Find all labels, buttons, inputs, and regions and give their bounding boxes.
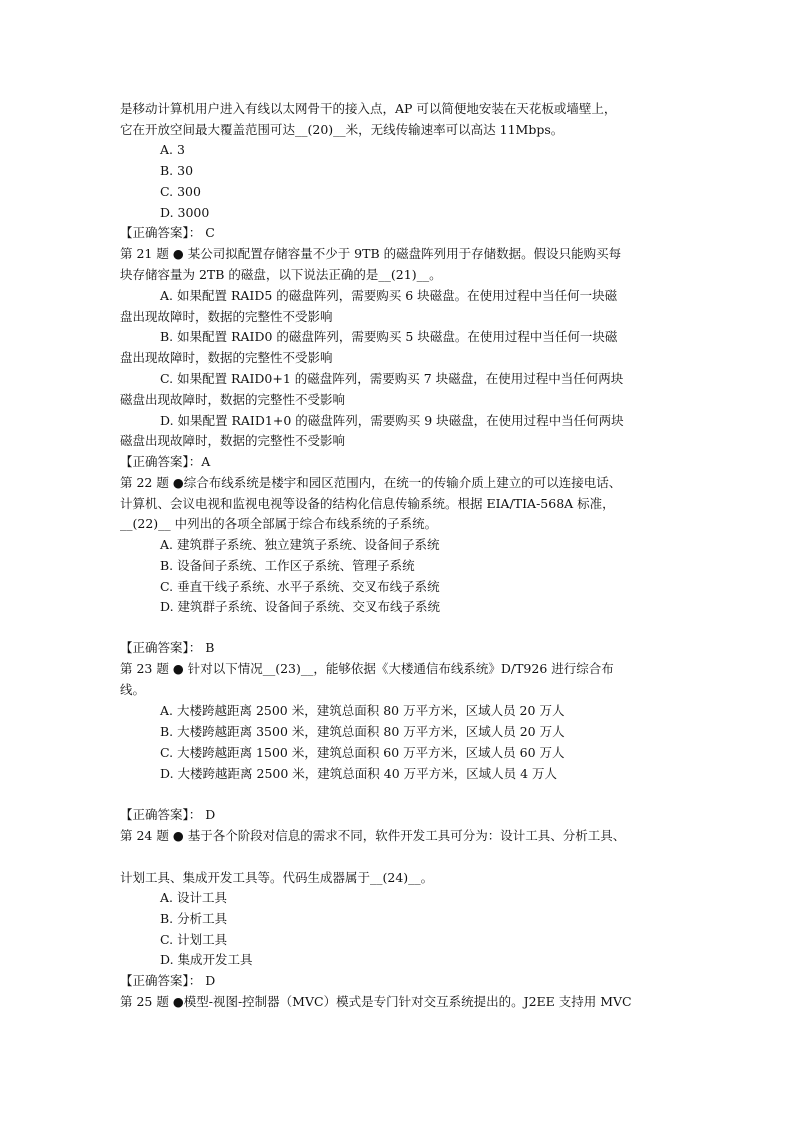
question-22-option-d: D. 建筑群子系统、设备间子系统、交叉布线子系统 xyxy=(160,599,441,614)
question-21-stem-line-1: 第 21 题 ● 某公司拟配置存储容量不少于 9TB 的磁盘阵列用于存储数据。假设只能购买每 xyxy=(120,246,622,261)
question-21-option-c: C. 如果配置 RAID0+1 的磁盘阵列，需要购买 7 块磁盘，在使用过程中当任何两块 xyxy=(160,371,624,386)
question-23-answer: 【正确答案】： D xyxy=(120,807,216,822)
question-23-stem-line-2: 线。 xyxy=(120,682,146,697)
question-24-option-b: B. 分析工具 xyxy=(160,911,228,926)
question-21-option-d: D. 如果配置 RAID1+0 的磁盘阵列，需要购买 9 块磁盘，在使用过程中当任何两块 xyxy=(160,413,624,428)
question-22-option-a: A. 建筑群子系统、独立建筑子系统、设备间子系统 xyxy=(160,537,440,552)
question-21-answer: 【正确答案】：A xyxy=(120,454,211,469)
question-23-option-a: A. 大楼跨越距离 2500 米，建筑总面积 80 万平方米，区域人员 20 万人 xyxy=(160,703,565,718)
question-21-option-b-cont: 盘出现故障时，数据的完整性不受影响 xyxy=(120,350,333,365)
question-23-stem-line-1: 第 23 题 ● 针对以下情况__(23)__，能够依据《大楼通信布线系统》D/T926 进行综合布 xyxy=(120,661,614,676)
question-23-option-d: D. 大楼跨越距离 2500 米，建筑总面积 40 万平方米，区域人员 4 万人 xyxy=(160,766,558,781)
question-20-stem-line-1: 是移动计算机用户进入有线以太网骨干的接入点，AP 可以简便地安装在天花板或墙壁上， xyxy=(120,101,617,116)
question-23-option-b: B. 大楼跨越距离 3500 米，建筑总面积 80 万平方米，区域人员 20 万人 xyxy=(160,724,565,739)
question-22-stem-line-2: 计算机、会议电视和监视电视等设备的结构化信息传输系统。根据 EIA/TIA-568A 标准， xyxy=(120,496,615,511)
question-23-option-c: C. 大楼跨越距离 1500 米，建筑总面积 60 万平方米，区域人员 60 万人 xyxy=(160,745,565,760)
question-20-option-b: B. 30 xyxy=(160,163,194,178)
question-20-option-a: A. 3 xyxy=(160,142,185,157)
question-21-option-a: A. 如果配置 RAID5 的磁盘阵列，需要购买 6 块磁盘。在使用过程中当任何一块磁 xyxy=(160,288,618,303)
question-22-stem-line-1: 第 22 题 ●综合布线系统是楼宇和园区范围内，在统一的传输介质上建立的可以连接电话、 xyxy=(120,475,622,490)
question-21-option-c-cont: 磁盘出现故障时，数据的完整性不受影响 xyxy=(120,392,346,407)
question-24-answer: 【正确答案】： D xyxy=(120,973,216,988)
question-25-stem-line-1: 第 25 题 ●模型-视图-控制器（MVC）模式是专门针对交互系统提出的。J2EE 支持用 MVC xyxy=(120,994,632,1009)
question-24-option-d: D. 集成开发工具 xyxy=(160,952,253,967)
question-21-stem-line-2: 块存储容量为 2TB 的磁盘，以下说法正确的是__(21)__。 xyxy=(120,267,442,282)
question-20-option-c: C. 300 xyxy=(160,184,201,199)
question-24-option-c: C. 计划工具 xyxy=(160,932,228,947)
question-21-option-d-cont: 磁盘出现故障时，数据的完整性不受影响 xyxy=(120,433,346,448)
question-24-stem-line-2: 计划工具、集成开发工具等。代码生成器属于__(24)__。 xyxy=(120,870,434,885)
question-22-option-b: B. 设备间子系统、工作区子系统、管理子系统 xyxy=(160,558,415,573)
question-22-option-c: C. 垂直干线子系统、水平子系统、交叉布线子系统 xyxy=(160,579,440,594)
question-20-answer: 【正确答案】： C xyxy=(120,225,215,240)
question-20-option-d: D. 3000 xyxy=(160,205,210,220)
question-22-answer: 【正确答案】： B xyxy=(120,640,215,655)
question-24-option-a: A. 设计工具 xyxy=(160,890,227,905)
question-24-stem-line-1: 第 24 题 ● 基于各个阶段对信息的需求不同，软件开发工具可分为：设计工具、分析工具、 xyxy=(120,828,626,843)
question-21-option-b: B. 如果配置 RAID0 的磁盘阵列，需要购买 5 块磁盘。在使用过程中当任何一块磁 xyxy=(160,329,618,344)
question-20-stem-line-2: 它在开放空间最大覆盖范围可达__(20)__米，无线传输速率可以高达 11Mbps。 xyxy=(120,122,564,137)
question-22-stem-line-3: __(22)__ 中列出的各项全部属于综合布线系统的子系统。 xyxy=(120,516,438,531)
question-21-option-a-cont: 盘出现故障时，数据的完整性不受影响 xyxy=(120,309,333,324)
